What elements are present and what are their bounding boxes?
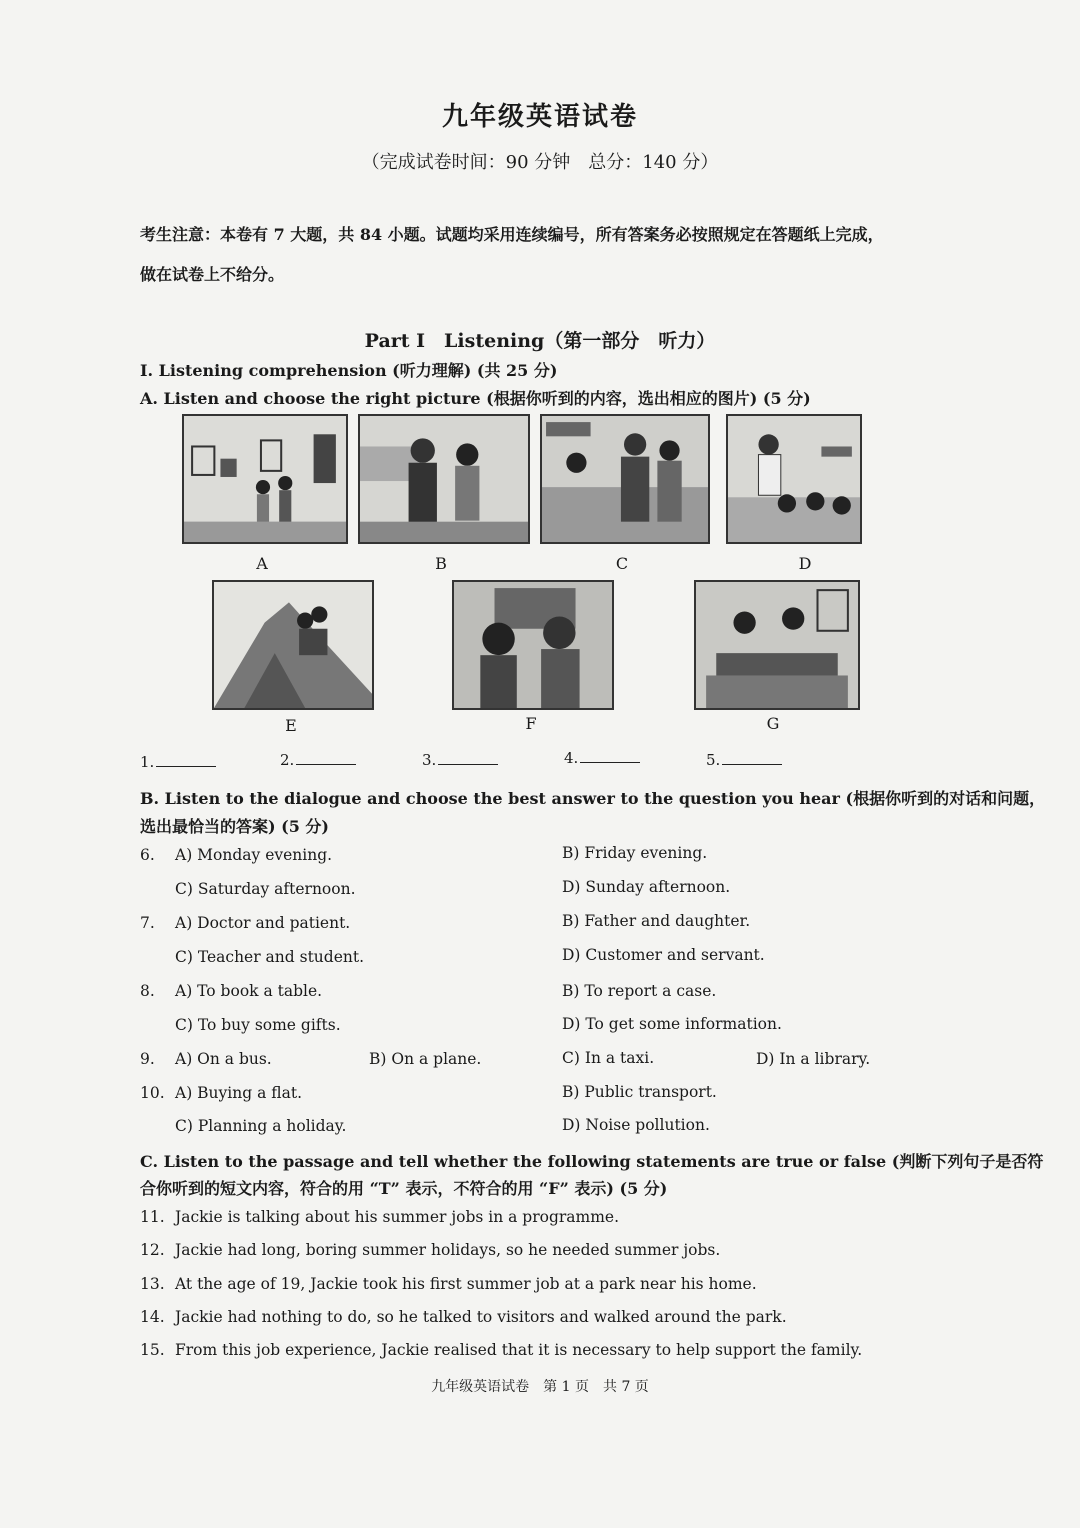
page-title: 九年级英语试卷 [441,102,638,132]
section-c-heading-line2: 合你听到的短文内容，符合的用 “T” 表示，不符合的用 “F” 表示) (5 分) [140,1179,668,1198]
picture-e-mountain [212,580,374,710]
picture-label-a: A [256,554,268,573]
option-d[interactable]: D) In a library. [756,1050,871,1068]
question-number: 10. [140,1084,165,1102]
option-d[interactable]: D) Noise pollution. [562,1116,710,1134]
option-c[interactable]: C) Planning a holiday. [175,1117,347,1135]
section-b-heading-line1: B. Listen to the dialogue and choose the best answer to the question you hear (根据你听到的对话和问题， [140,789,1046,808]
statement-number: 12. [140,1241,165,1259]
answer-blank-4[interactable] [564,748,640,767]
option-b[interactable]: B) To report a case. [562,982,717,1000]
picture-b-police [358,414,530,544]
picture-f-couple [452,580,614,710]
picture-label-g: G [766,714,780,733]
picture-g-restaurant [694,580,860,710]
option-b[interactable]: B) Public transport. [562,1083,717,1101]
picture-label-c: C [615,554,629,573]
answer-blank-5[interactable] [706,750,782,769]
statement-text: Jackie is talking about his summer jobs in a programme. [175,1208,620,1226]
question-number: 6. [140,846,155,864]
option-d[interactable]: D) Sunday afternoon. [562,878,731,896]
answer-blank-1[interactable] [140,752,216,771]
statement-text: At the age of 19, Jackie took his first summer job at a park near his home. [175,1275,757,1293]
notice-line-2: 做在试卷上不给分。 [140,265,285,284]
statement-text: From this job experience, Jackie realised that it is necessary to help support the family. [175,1341,863,1359]
question-number: 7. [140,914,155,932]
picture-label-d: D [798,554,812,573]
part-title: Part I Listening（第一部分 听力） [364,330,716,352]
blank-line [438,750,498,765]
page-footer: 九年级英语试卷 第 1 页 共 7 页 [431,1379,649,1395]
blank-line [722,750,782,765]
blank-number: 4. [564,749,579,767]
blank-number: 1. [140,753,155,771]
blank-number: 2. [280,751,295,769]
section-c-heading-line1: C. Listen to the passage and tell whether the following statements are true or false (判断下列句子是否符 [140,1152,1044,1171]
blank-line [580,748,640,763]
option-c[interactable]: C) Teacher and student. [175,948,365,966]
blank-line [156,752,216,767]
option-b[interactable]: B) Friday evening. [562,844,708,862]
option-a[interactable]: A) Monday evening. [175,846,333,864]
picture-d-lab [726,414,862,544]
option-a[interactable]: A) Buying a flat. [175,1084,302,1102]
statement-number: 14. [140,1308,165,1326]
option-c[interactable]: C) Saturday afternoon. [175,880,356,898]
statement-number: 13. [140,1275,165,1293]
picture-c-counter [540,414,710,544]
option-a[interactable]: A) Doctor and patient. [175,914,351,932]
picture-a-gallery [182,414,348,544]
option-b[interactable]: B) Father and daughter. [562,912,751,930]
option-d[interactable]: D) To get some information. [562,1015,782,1033]
picture-label-f: F [525,714,537,733]
question-number: 9. [140,1050,155,1068]
option-d[interactable]: D) Customer and servant. [562,946,765,964]
blank-line [296,750,356,765]
answer-blank-3[interactable] [422,750,498,769]
statement-text: Jackie had nothing to do, so he talked to visitors and walked around the park. [175,1308,787,1326]
picture-label-e: E [285,716,297,735]
option-c[interactable]: C) To buy some gifts. [175,1016,341,1034]
option-a[interactable]: A) To book a table. [175,982,323,1000]
section-a-heading: A. Listen and choose the right picture (根据你听到的内容，选出相应的图片) (5 分) [140,389,811,408]
option-b[interactable]: B) On a plane. [369,1050,482,1068]
blank-number: 3. [422,751,437,769]
option-c[interactable]: C) In a taxi. [562,1049,655,1067]
section-i-heading: I. Listening comprehension (听力理解) (共 25 分) [140,361,558,380]
option-a[interactable]: A) On a bus. [175,1050,272,1068]
statement-number: 15. [140,1341,165,1359]
statement-number: 11. [140,1208,165,1226]
question-number: 8. [140,982,155,1000]
notice-line-1: 考生注意：本卷有 7 大题，共 84 小题。试题均采用连续编号，所有答案务必按照规定在答题纸上完成， [140,225,884,244]
picture-label-b: B [435,554,447,573]
blank-number: 5. [706,751,721,769]
answer-blank-2[interactable] [280,750,356,769]
statement-text: Jackie had long, boring summer holidays, so he needed summer jobs. [175,1241,721,1259]
exam-subtitle: （完成试卷时间：90 分钟 总分：140 分） [361,152,719,173]
section-b-heading-line2: 选出最恰当的答案) (5 分) [140,817,329,836]
